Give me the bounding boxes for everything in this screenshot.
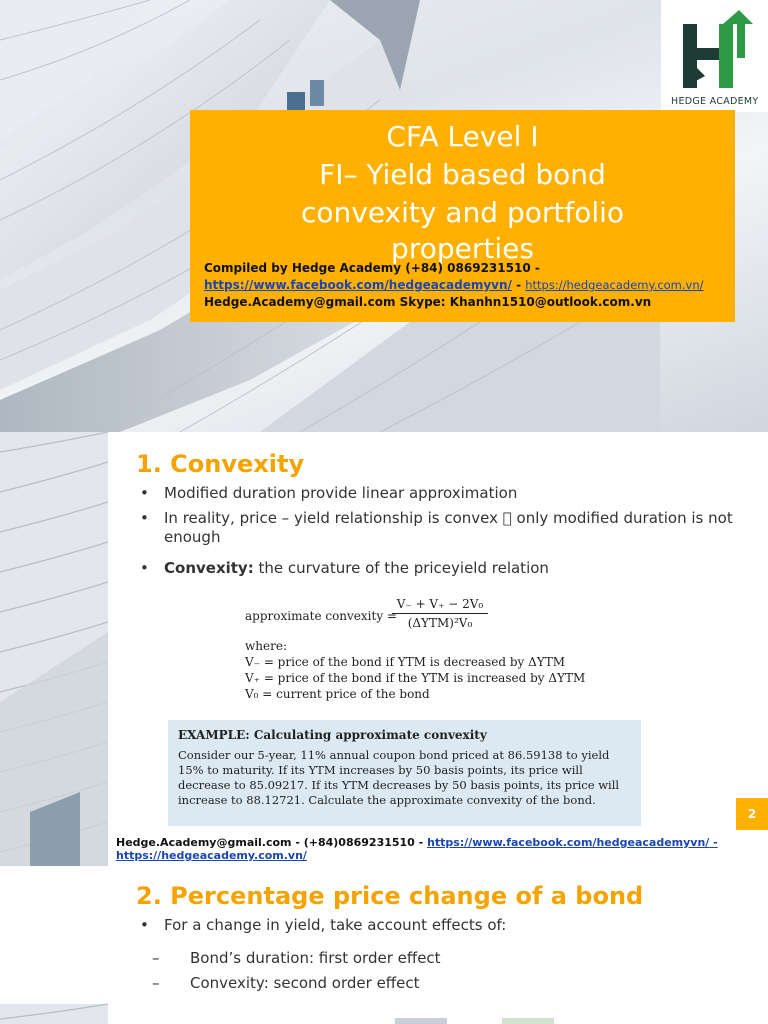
compiled-line-1: Compiled by Hedge Academy (+84) 0869231510 - — [204, 261, 540, 275]
example-body: Consider our 5-year, 11% annual coupon bond priced at 86.59138 to yield 15% to maturity. If its YTM increases by 50 basis points, its price will decrease to 85.09217. If its YTM decreases by 50 basis points, its price will increase to 88.12721. Calculate the approximate convexity of the bond. — [178, 748, 620, 807]
website-link[interactable]: https://hedgeacademy.com.vn/ — [525, 278, 704, 292]
bullet-text: the curvature of the priceyield relation — [253, 559, 549, 577]
title-line-3: convexity and portfolio — [300, 196, 625, 229]
footer-contact: Hedge.Academy@gmail.com - (+84)0869231510 - — [116, 836, 428, 849]
architecture-side-image — [0, 866, 108, 1024]
slide-heading: 1. Convexity — [136, 450, 305, 478]
compiled-by-block — [204, 260, 734, 311]
logo-text: HEDGE ACADEMY — [671, 96, 759, 107]
partial-figure-green — [502, 1018, 554, 1024]
footer-separator: - — [709, 836, 718, 849]
link-separator: - — [511, 278, 526, 292]
title-line-2: FI– Yield based bond — [319, 158, 606, 191]
title-slide — [0, 0, 768, 432]
convexity-formula — [245, 597, 605, 707]
formula-denominator: (ΔYTM)²V₀ — [407, 616, 473, 630]
formula-def-v-zero: V₀ = current price of the bond — [245, 687, 430, 701]
bullet-bold-term: Convexity: — [164, 559, 254, 577]
title-line-4: properties — [391, 232, 534, 265]
formula-fraction — [392, 597, 488, 630]
example-title-text: Calculating approximate convexity — [249, 728, 487, 742]
sub-bullet-item: – Convexity: second order effect — [152, 974, 506, 993]
convexity-slide — [0, 432, 768, 866]
formula-def-v-plus: V₊ = price of the bond if the YTM is increased by ΔYTM — [245, 671, 586, 685]
bullet-list — [140, 484, 750, 584]
title-box — [190, 110, 735, 322]
footer-facebook-link[interactable]: https://www.facebook.com/hedgeacademyvn/ — [427, 836, 710, 849]
formula-where: where: — [245, 639, 287, 653]
price-change-slide — [0, 866, 768, 1024]
architecture-side-image — [0, 432, 108, 866]
formula-def-v-minus: V₋ = price of the bond if YTM is decreased by ΔYTM — [245, 655, 565, 669]
bullet-list — [140, 916, 506, 999]
sub-bullet-item: – Bond’s duration: first order effect — [152, 949, 506, 968]
slide-heading: 2. Percentage price change of a bond — [136, 882, 644, 910]
title-line-1: CFA Level I — [386, 120, 539, 153]
page-number-badge: 2 — [736, 798, 768, 830]
compiled-line-3: Hedge.Academy@gmail.com Skype: Khanhn1510@outlook.com.vn — [204, 295, 652, 309]
slide-footer — [116, 836, 756, 862]
example-title — [178, 728, 487, 742]
bullet-item — [140, 559, 750, 578]
example-box — [168, 720, 641, 826]
partial-figure-gray — [395, 1018, 447, 1024]
facebook-link[interactable]: https://www.facebook.com/hedgeacademyvn/ — [204, 278, 512, 292]
formula-lhs: approximate convexity = — [245, 609, 397, 623]
logo-panel — [661, 0, 768, 112]
bullet-item: • In reality, price – yield relationship is convex only modified duration is not enough — [140, 509, 750, 547]
bullet-item: • For a change in yield, take account effects of: — [140, 916, 506, 935]
formula-numerator: V₋ + V₊ − 2V₀ — [392, 597, 488, 614]
example-label: EXAMPLE: — [178, 728, 250, 742]
bullet-item: • Modified duration provide linear approximation — [140, 484, 750, 503]
compiled-links-line — [204, 277, 734, 294]
footer-website-link[interactable]: https://hedgeacademy.com.vn/ — [116, 849, 307, 862]
